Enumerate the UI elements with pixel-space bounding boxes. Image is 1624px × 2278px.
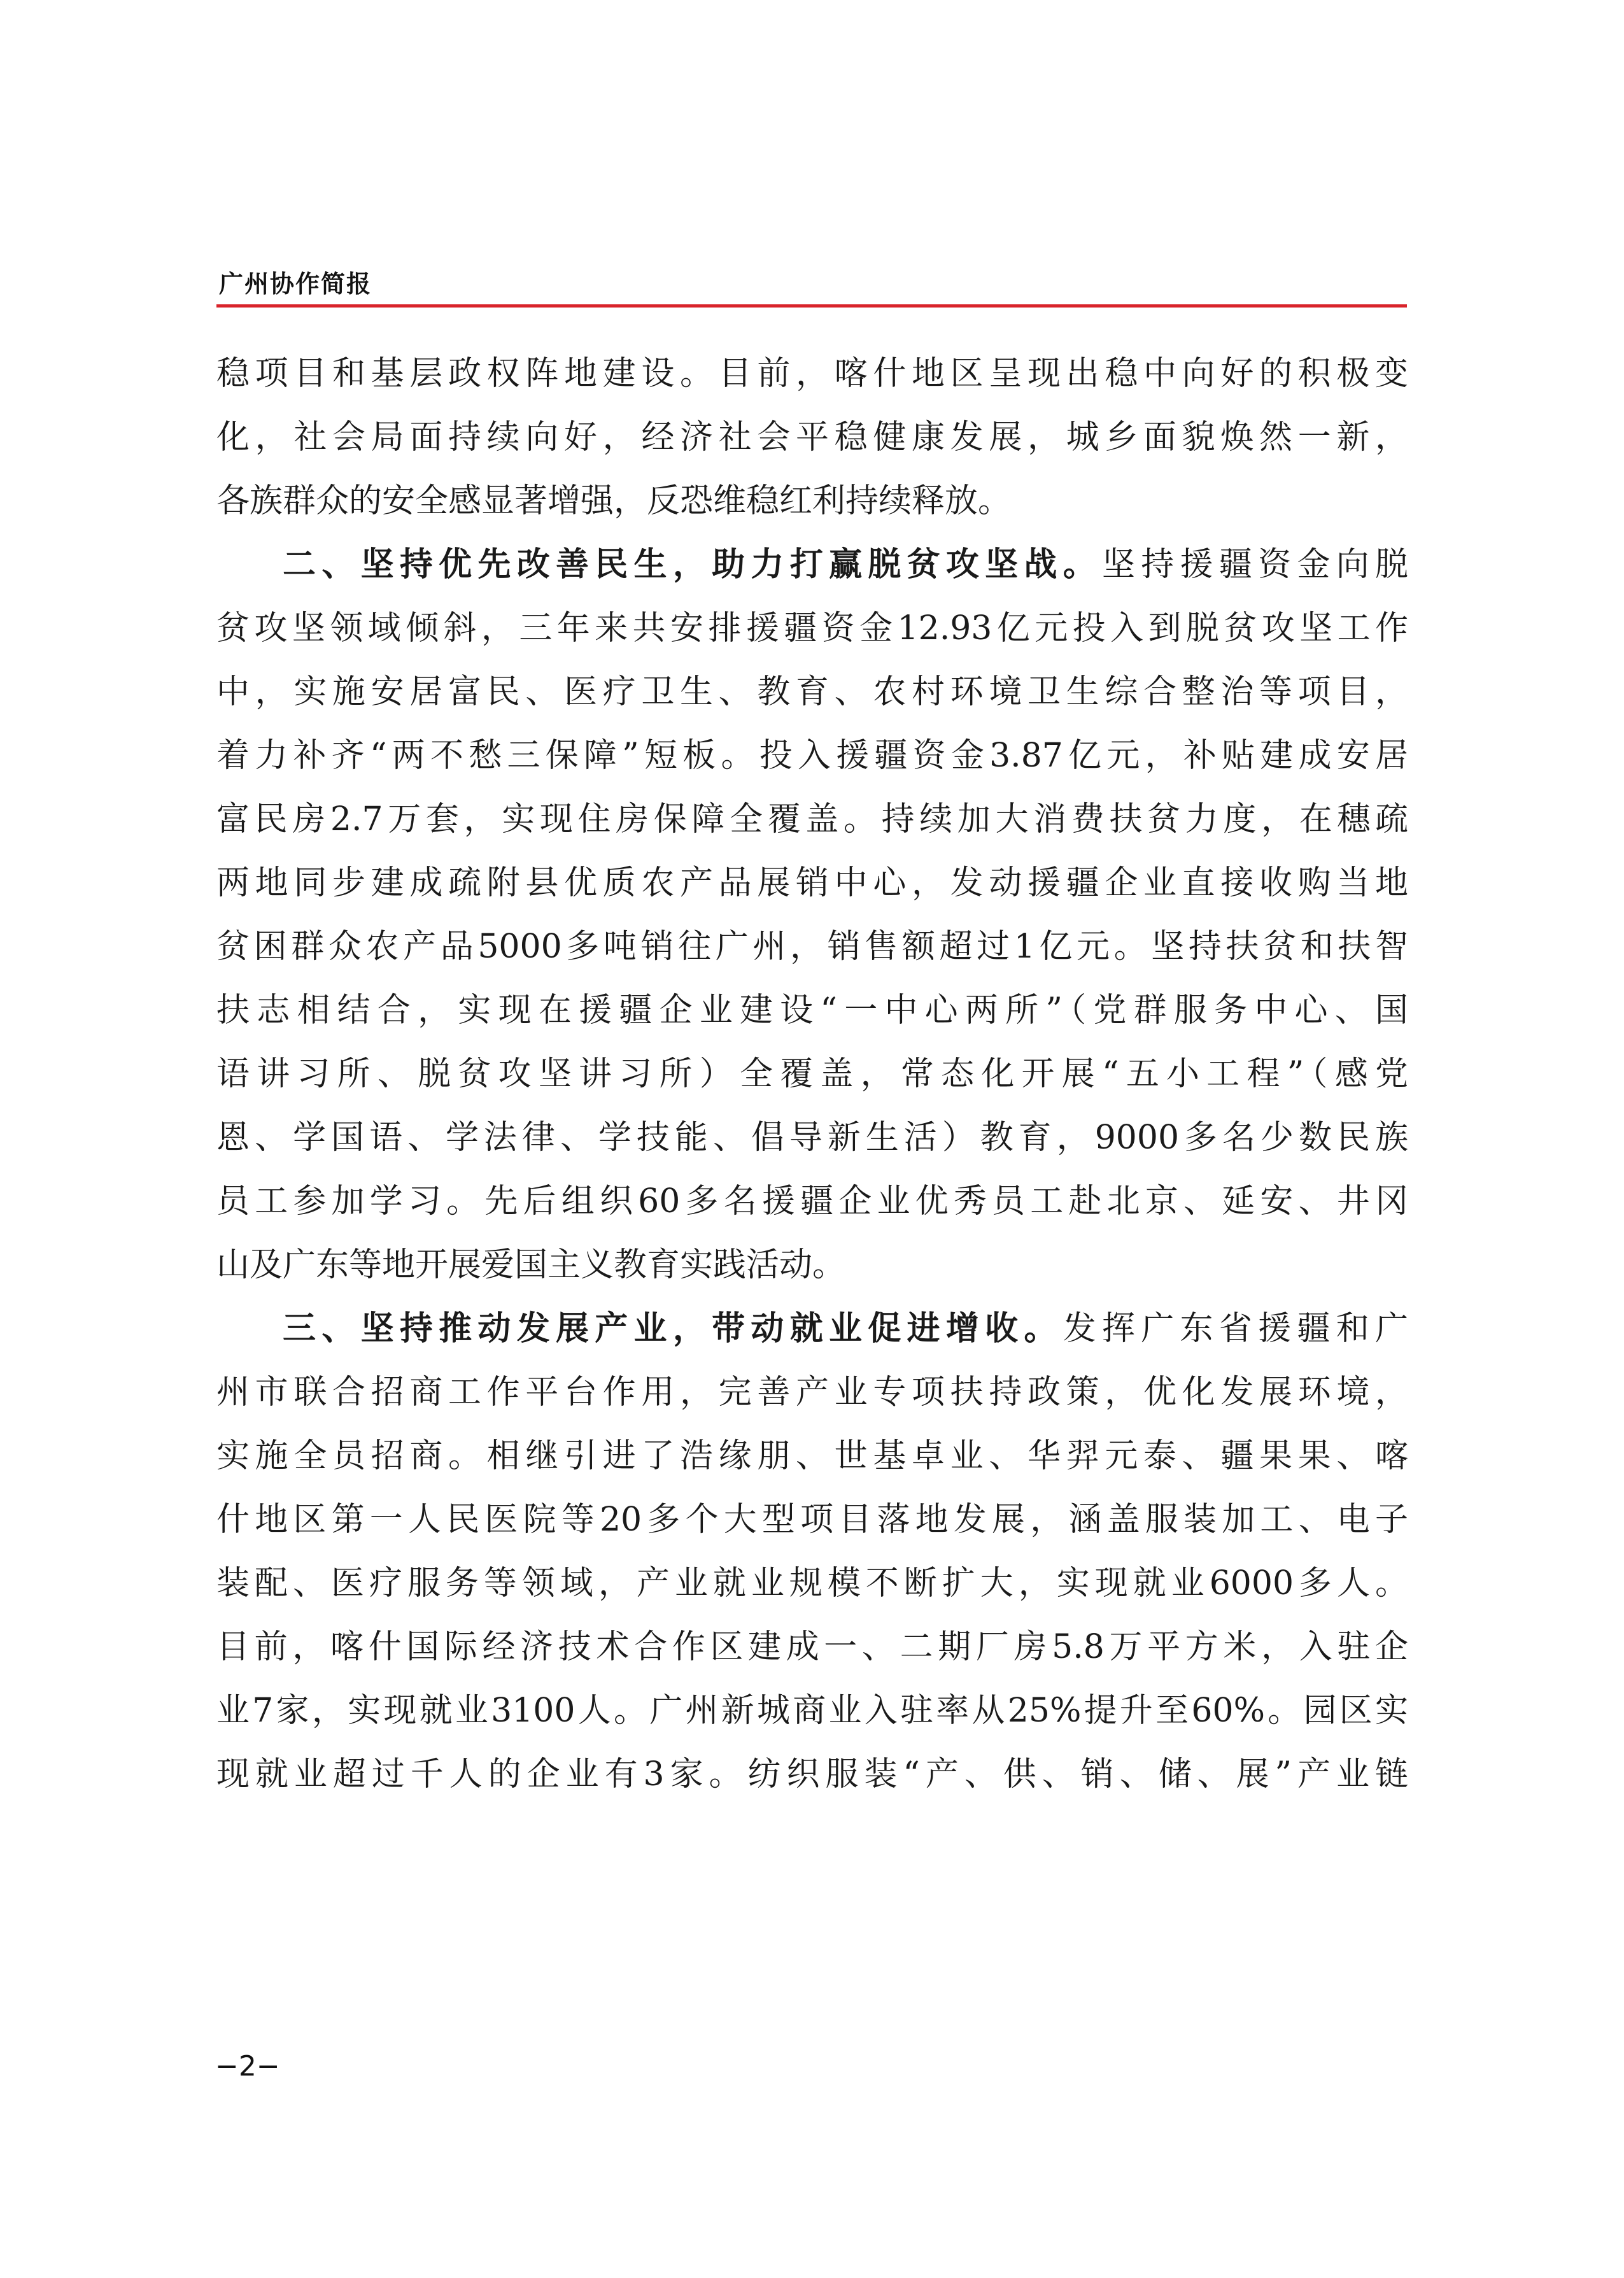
paragraph-line: 各族群众的安全感显著增强，反恐维稳红利持续释放。 (216, 482, 1012, 520)
paragraph-line: 员工参加学习。先后组织60多名援疆企业优秀员工赴北京、延安、井冈 (216, 1182, 1408, 1220)
paragraph-line: 业7家，实现就业3100人。广州新城商业入驻率从25%提升至60%。园区实 (216, 1692, 1408, 1730)
section-heading-line: 二、坚持优先改善民生，助力打赢脱贫攻坚战。坚持援疆资金向脱 (283, 546, 1408, 584)
section-heading: 二、坚持优先改善民生，助力打赢脱贫攻坚战。 (283, 546, 1102, 584)
paragraph-line: 恩、学国语、学法律、学技能、倡导新生活）教育，9000多名少数民族 (216, 1119, 1408, 1157)
paragraph-line: 两地同步建成疏附县优质农产品展销中心，发动援疆企业直接收购当地 (216, 864, 1408, 902)
paragraph-line: 着力补齐“两不愁三保障”短板。投入援疆资金3.87亿元，补贴建成安居 (216, 737, 1408, 775)
paragraph-line: 语讲习所、脱贫攻坚讲习所）全覆盖，常态化开展“五小工程”（感党 (216, 1055, 1408, 1093)
paragraph-line: 州市联合招商工作平台作用，完善产业专项扶持政策，优化发展环境， (216, 1373, 1408, 1411)
paragraph-line: 目前，喀什国际经济技术合作区建成一、二期厂房5.8万平方米，入驻企 (216, 1628, 1408, 1666)
paragraph-line: 装配、医疗服务等领域，产业就业规模不断扩大，实现就业6000多人。 (216, 1564, 1408, 1602)
paragraph-line: 富民房2.7万套，实现住房保障全覆盖。持续加大消费扶贫力度，在穗疏 (216, 800, 1408, 838)
paragraph-line: 贫困群众农产品5000多吨销往广州，销售额超过1亿元。坚持扶贫和扶智 (216, 928, 1408, 966)
paragraph-line: 中，实施安居富民、医疗卫生、教育、农村环境卫生综合整治等项目， (216, 673, 1408, 711)
paragraph-line: 化，社会局面持续向好，经济社会平稳健康发展，城乡面貌焕然一新， (216, 418, 1408, 456)
paragraph-line: 扶志相结合，实现在援疆企业建设“一中心两所”（党群服务中心、国 (216, 991, 1408, 1029)
header-divider (216, 304, 1407, 308)
page-number: −2− (215, 2050, 280, 2083)
section-heading-line: 三、坚持推动发展产业，带动就业促进增收。发挥广东省援疆和广 (283, 1310, 1408, 1348)
publication-title: 广州协作简报 (219, 270, 372, 298)
paragraph-line: 稳项目和基层政权阵地建设。目前，喀什地区呈现出稳中向好的积极变 (216, 355, 1408, 393)
paragraph-line: 山及广东等地开展爱国主义教育实践活动。 (216, 1246, 846, 1284)
paragraph-line: 贫攻坚领域倾斜，三年来共安排援疆资金12.93亿元投入到脱贫攻坚工作 (216, 609, 1408, 647)
paragraph-line: 现就业超过千人的企业有3家。纺织服装“产、供、销、储、展”产业链 (216, 1755, 1408, 1793)
section-heading: 三、坚持推动发展产业，带动就业促进增收。 (283, 1310, 1063, 1348)
paragraph-line: 实施全员招商。相继引进了浩缘朋、世基卓业、华羿元泰、疆果果、喀 (216, 1437, 1408, 1475)
paragraph-line: 什地区第一人民医院等20多个大型项目落地发展，涵盖服装加工、电子 (216, 1501, 1408, 1539)
